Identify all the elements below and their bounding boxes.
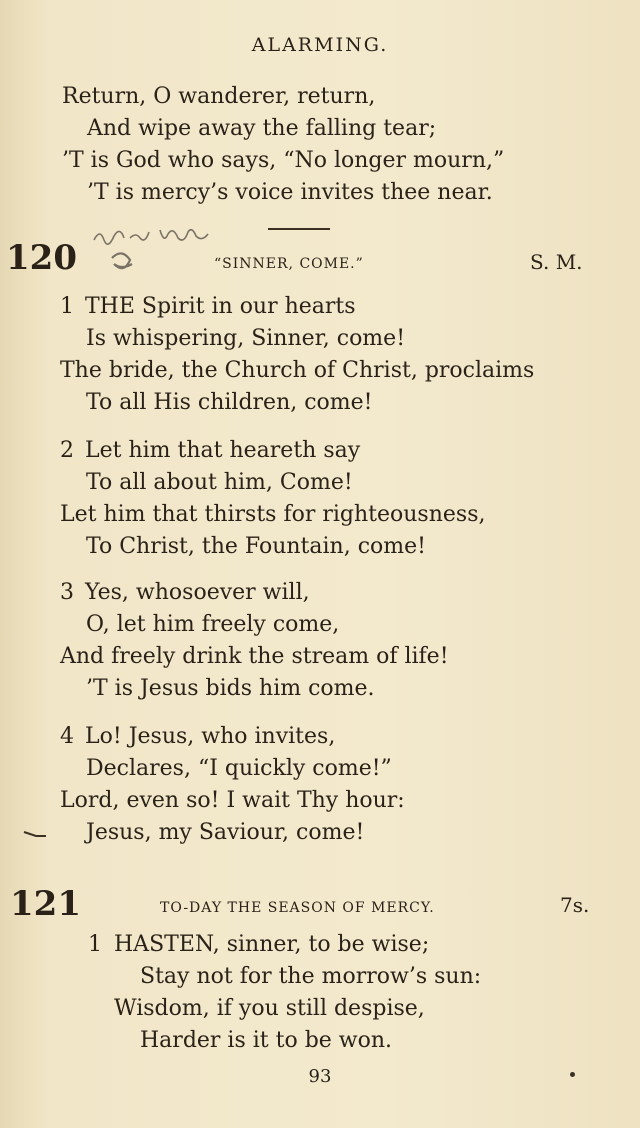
- ink-dot: [570, 1072, 575, 1077]
- divider-rule: [268, 228, 330, 230]
- hymn-meter-120: S. M.: [530, 250, 583, 274]
- verse-line: Let him that heareth say: [85, 438, 361, 463]
- page-header: ALARMING.: [251, 34, 389, 56]
- intro-line-2: And wipe away the falling tear;: [87, 116, 437, 141]
- verse-line: Let him that thirsts for righteousness,: [60, 502, 486, 527]
- verse-line: THE Spirit in our hearts: [85, 294, 356, 319]
- verse-number: 3: [60, 580, 74, 605]
- verse-number: 2: [60, 438, 74, 463]
- intro-line-3: ’T is God who says, “No longer mourn,”: [62, 148, 505, 173]
- verse-line: Harder is it to be won.: [140, 1028, 393, 1053]
- verse-line: Lo! Jesus, who invites,: [85, 724, 336, 749]
- verse-line: O, let him freely come,: [86, 612, 340, 637]
- intro-line-4: ’T is mercy’s voice invites thee near.: [87, 180, 493, 205]
- verse-line: And freely drink the stream of life!: [60, 644, 449, 669]
- verse-line: Stay not for the morrow’s sun:: [140, 964, 482, 989]
- verse-line: HASTEN, sinner, to be wise;: [114, 932, 430, 957]
- verse-line: Yes, whosoever will,: [85, 580, 310, 605]
- verse-line: Wisdom, if you still despise,: [114, 996, 425, 1021]
- hymn-title-121: TO-DAY THE SEASON OF MERCY.: [160, 900, 435, 916]
- verse-line: Jesus, my Saviour, come!: [86, 820, 365, 845]
- verse-line: Declares, “I quickly come!”: [86, 756, 392, 781]
- margin-pencil-mark: [22, 828, 48, 840]
- intro-line-1: Return, O wanderer, return,: [62, 84, 376, 109]
- hymn-number-121: 121: [10, 884, 81, 924]
- verse-line: ’T is Jesus bids him come.: [86, 676, 375, 701]
- verse-line: To all His children, come!: [86, 390, 373, 415]
- hymn-number-120: 120: [6, 238, 77, 278]
- verse-line: To all about him, Come!: [86, 470, 353, 495]
- verse-line: Is whispering, Sinner, come!: [86, 326, 406, 351]
- verse-number: 1: [88, 932, 102, 957]
- page-number: 93: [308, 1066, 332, 1087]
- verse-number: 4: [60, 724, 74, 749]
- verse-line: To Christ, the Fountain, come!: [86, 534, 426, 559]
- verse-line: Lord, even so! I wait Thy hour:: [60, 788, 405, 813]
- hymn-title-120: “SINNER, COME.”: [214, 256, 364, 272]
- verse-number: 1: [60, 294, 74, 319]
- verse-line: The bride, the Church of Christ, proclaims: [60, 358, 535, 383]
- hymn-meter-121: 7s.: [560, 893, 590, 917]
